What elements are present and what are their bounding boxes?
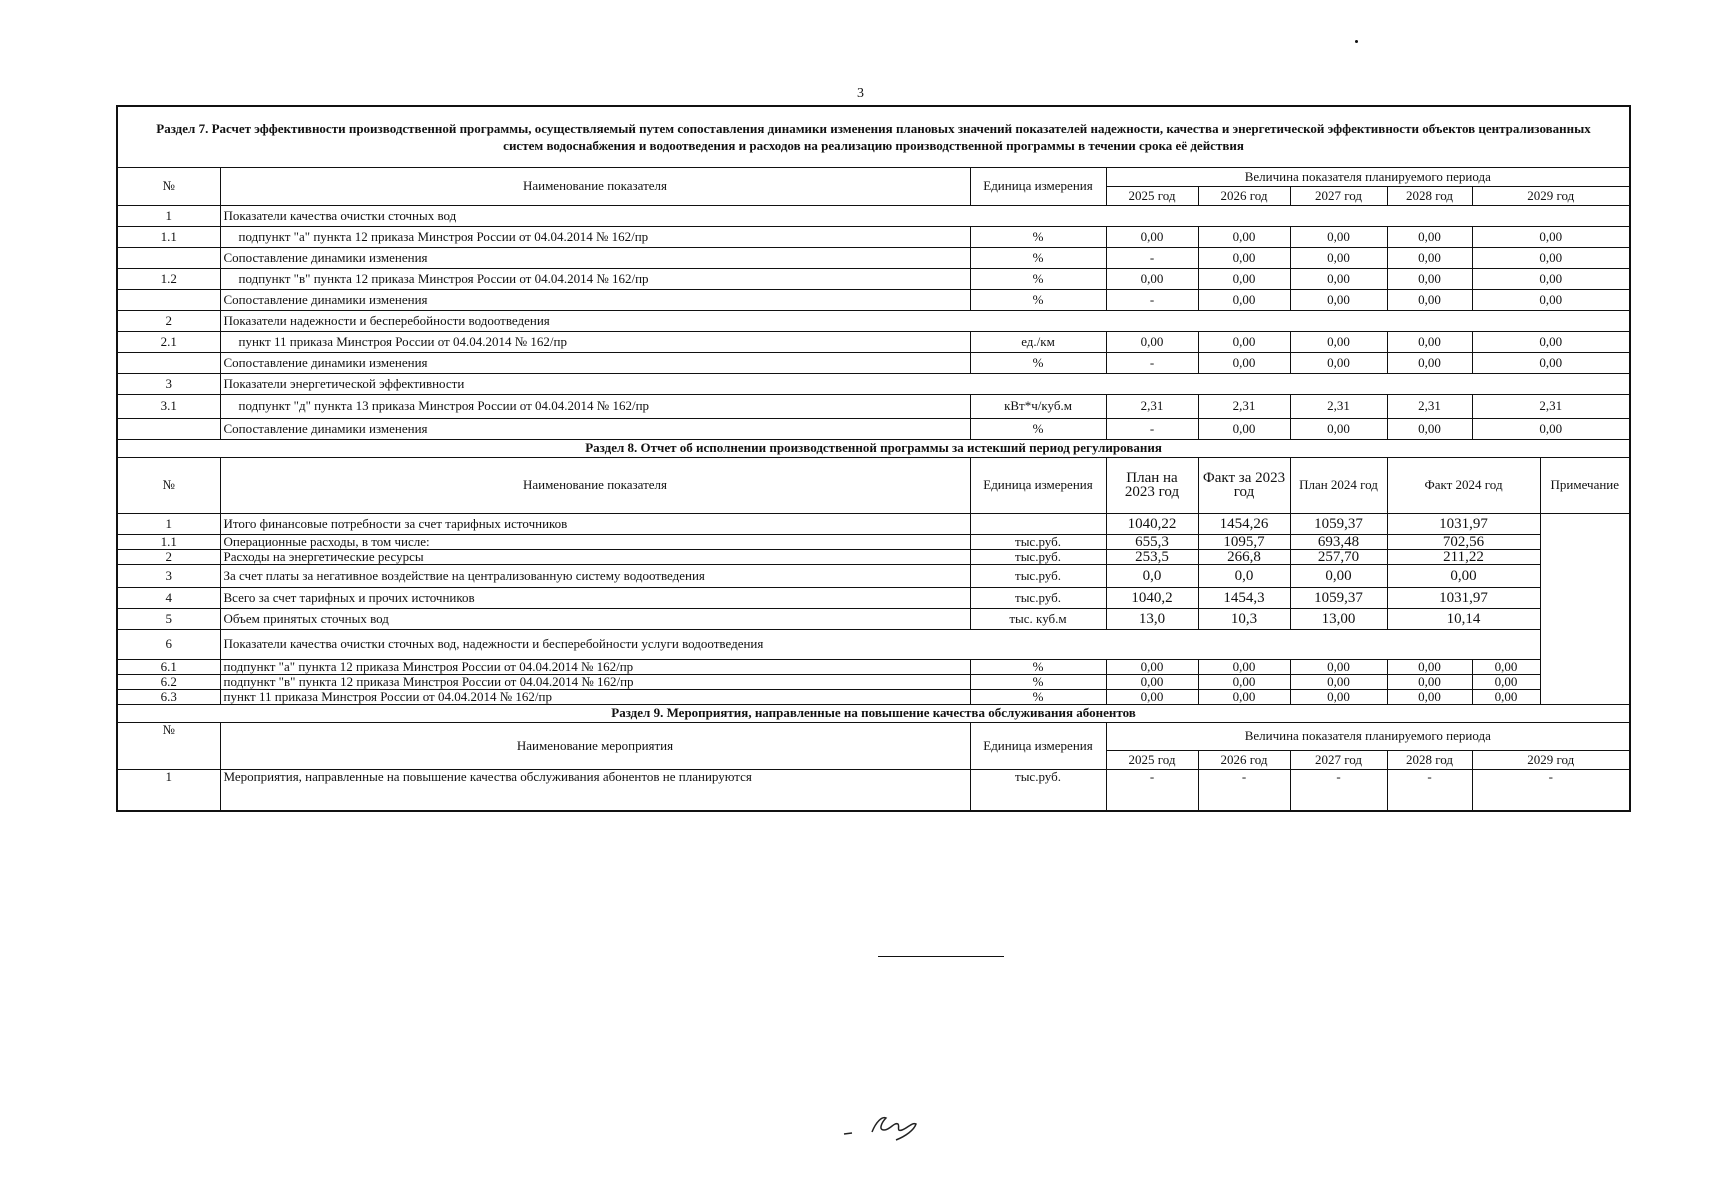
s7-row-name: подпункт "в" пункта 12 приказа Минстроя России от 04.04.2014 № 162/пр	[220, 268, 970, 289]
s8-row-value: 0,00	[1106, 659, 1198, 674]
s8-note-cell	[1540, 513, 1630, 704]
s7-header-name: Наименование показателя	[220, 167, 970, 205]
s8-row-num: 6	[117, 629, 220, 659]
s7-row-unit: %	[970, 418, 1106, 439]
s9-year-2029: 2029 год	[1472, 750, 1630, 769]
s8-row-num: 6.2	[117, 674, 220, 689]
s7-row-value: 0,00	[1472, 247, 1630, 268]
s8-row-unit: тыс.руб.	[970, 549, 1106, 564]
s7-row-value: 0,00	[1387, 247, 1472, 268]
s7-row-value: 0,00	[1387, 226, 1472, 247]
s8-row-unit: тыс. куб.м	[970, 608, 1106, 629]
s7-header-period: Величина показателя планируемого периода	[1106, 167, 1630, 186]
s9-year-2026: 2026 год	[1198, 750, 1290, 769]
s8-row-value: 0,00	[1387, 689, 1472, 704]
s8-row-value: 0,00	[1198, 659, 1290, 674]
s8-header-plan-2024: План 2024 год	[1290, 457, 1387, 513]
s7-row-value: 0,00	[1387, 352, 1472, 373]
s7-row-value: 2,31	[1198, 394, 1290, 418]
s8-row-name: За счет платы за негативное воздействие на централизованную систему водоотведения	[220, 564, 970, 587]
s8-row	[117, 629, 1630, 659]
s8-row	[117, 608, 1630, 629]
s8-row-value: 655,3	[1106, 534, 1198, 549]
s7-row-num: 3	[117, 373, 220, 394]
s7-row-value: -	[1106, 289, 1198, 310]
s9-row-num: 1	[117, 769, 220, 811]
s8-row-value: 0,0	[1106, 564, 1198, 587]
s7-row	[117, 331, 1630, 352]
s7-row-value: 2,31	[1106, 394, 1198, 418]
section9-header-row	[117, 722, 1630, 750]
s9-row-value: -	[1198, 769, 1290, 811]
s8-row-value: 10,14	[1387, 608, 1540, 629]
s7-year-2027: 2027 год	[1290, 186, 1387, 205]
s9-header-num: №	[117, 722, 220, 769]
s8-row-value: 1031,97	[1387, 513, 1540, 534]
s8-row-value: 0,00	[1198, 689, 1290, 704]
s8-row-unit: тыс.руб.	[970, 587, 1106, 608]
s8-row-value: 1454,3	[1198, 587, 1290, 608]
s9-year-2028: 2028 год	[1387, 750, 1472, 769]
s7-row-value: -	[1106, 418, 1198, 439]
s8-row-num: 3	[117, 564, 220, 587]
s8-group-name: Показатели качества очистки сточных вод, надежности и бесперебойности услуги водоотведения	[220, 629, 1540, 659]
section8-title: Раздел 8. Отчет об исполнении производственной программы за истекший период регулирования	[117, 439, 1630, 457]
s8-header-fact-2023: Факт за 2023 год	[1198, 457, 1290, 513]
s8-row-value: 0,00	[1387, 564, 1540, 587]
s8-row-num: 2	[117, 549, 220, 564]
s8-row-num: 4	[117, 587, 220, 608]
s8-row-num: 6.1	[117, 659, 220, 674]
s8-row-unit: тыс.руб.	[970, 564, 1106, 587]
s7-row-value: 0,00	[1472, 268, 1630, 289]
s7-row	[117, 268, 1630, 289]
main-table	[116, 105, 1631, 812]
s7-row-value: 2,31	[1387, 394, 1472, 418]
s8-row-value: 253,5	[1106, 549, 1198, 564]
s8-row-value: 0,00	[1106, 689, 1198, 704]
s7-row-unit: %	[970, 226, 1106, 247]
s8-header-fact-2024: Факт 2024 год	[1387, 457, 1540, 513]
s8-row-value: 0,0	[1198, 564, 1290, 587]
s7-row-unit: %	[970, 268, 1106, 289]
s7-row	[117, 247, 1630, 268]
footer-line	[878, 956, 1004, 957]
s7-row-name: пункт 11 приказа Минстроя России от 04.04.2014 № 162/пр	[220, 331, 970, 352]
s7-row-num	[117, 418, 220, 439]
s7-row-value: 0,00	[1472, 289, 1630, 310]
s7-row-value: 0,00	[1290, 352, 1387, 373]
s7-row-value: 0,00	[1290, 247, 1387, 268]
s7-row	[117, 289, 1630, 310]
s7-group-name: Показатели надежности и бесперебойности водоотведения	[220, 310, 1630, 331]
s8-row-value: 0,00	[1290, 659, 1387, 674]
s7-row-name: подпункт "д" пункта 13 приказа Минстроя России от 04.04.2014 № 162/пр	[220, 394, 970, 418]
s9-year-2027: 2027 год	[1290, 750, 1387, 769]
s7-row-num	[117, 289, 220, 310]
s8-row-value: 0,00	[1472, 674, 1540, 689]
s7-row-value: 0,00	[1106, 268, 1198, 289]
s8-row-value: 0,00	[1290, 689, 1387, 704]
s8-row-unit	[970, 513, 1106, 534]
s8-row-unit: %	[970, 659, 1106, 674]
s8-row-value: 10,3	[1198, 608, 1290, 629]
s8-row	[117, 674, 1630, 689]
s7-row-value: 0,00	[1472, 331, 1630, 352]
s8-row-value: 0,00	[1106, 674, 1198, 689]
s7-row-name: Сопоставление динамики изменения	[220, 352, 970, 373]
s7-year-2026: 2026 год	[1198, 186, 1290, 205]
s7-row-value: 0,00	[1198, 247, 1290, 268]
s7-row	[117, 226, 1630, 247]
s7-row	[117, 394, 1630, 418]
s7-row-value: 0,00	[1472, 352, 1630, 373]
s8-row-num: 1	[117, 513, 220, 534]
s8-row	[117, 513, 1630, 534]
s8-row-name: Объем принятых сточных вод	[220, 608, 970, 629]
s9-header-unit: Единица измерения	[970, 722, 1106, 769]
s7-row	[117, 352, 1630, 373]
s8-row	[117, 587, 1630, 608]
document-table-frame	[116, 105, 1629, 812]
s7-row-unit: %	[970, 352, 1106, 373]
s8-row-value: 257,70	[1290, 549, 1387, 564]
s7-row-value: 0,00	[1106, 331, 1198, 352]
s8-row-value: 693,48	[1290, 534, 1387, 549]
s8-row-name: пункт 11 приказа Минстроя России от 04.04.2014 № 162/пр	[220, 689, 970, 704]
s7-row-value: 0,00	[1472, 226, 1630, 247]
s8-row-value: 1040,22	[1106, 513, 1198, 534]
s8-header-name: Наименование показателя	[220, 457, 970, 513]
s7-row-num: 1	[117, 205, 220, 226]
section8-title-row	[117, 439, 1630, 457]
s8-row-name: Итого финансовые потребности за счет тарифных источников	[220, 513, 970, 534]
s8-row-value: 0,00	[1387, 674, 1472, 689]
s7-row-value: 0,00	[1387, 268, 1472, 289]
section9-title: Раздел 9. Мероприятия, направленные на повышение качества обслуживания абонентов	[117, 704, 1630, 722]
s7-row-num: 2	[117, 310, 220, 331]
s7-year-2029: 2029 год	[1472, 186, 1630, 205]
s7-row-unit: %	[970, 247, 1106, 268]
s8-row-value: 1095,7	[1198, 534, 1290, 549]
s8-row-name: подпункт "а" пункта 12 приказа Минстроя России от 04.04.2014 № 162/пр	[220, 659, 970, 674]
s8-row-name: Операционные расходы, в том числе:	[220, 534, 970, 549]
s9-row-value: -	[1387, 769, 1472, 811]
s7-row-name: Сопоставление динамики изменения	[220, 289, 970, 310]
s7-row-value: 0,00	[1290, 418, 1387, 439]
s8-row-num: 5	[117, 608, 220, 629]
s8-row-value: 1059,37	[1290, 587, 1387, 608]
s7-row-value: 2,31	[1290, 394, 1387, 418]
s7-row-unit: кВт*ч/куб.м	[970, 394, 1106, 418]
s7-row-num: 3.1	[117, 394, 220, 418]
s9-row-value: -	[1106, 769, 1198, 811]
s7-row-value: -	[1106, 247, 1198, 268]
s7-row-value: 0,00	[1106, 226, 1198, 247]
s8-row-num: 1.1	[117, 534, 220, 549]
s8-row-unit: %	[970, 689, 1106, 704]
s8-header-unit: Единица измерения	[970, 457, 1106, 513]
s7-row	[117, 418, 1630, 439]
s8-row-name: подпункт "в" пункта 12 приказа Минстроя России от 04.04.2014 № 162/пр	[220, 674, 970, 689]
s7-row-value: 0,00	[1198, 352, 1290, 373]
s8-row-value: 1040,2	[1106, 587, 1198, 608]
s8-row-unit: %	[970, 674, 1106, 689]
s7-group-name: Показатели качества очистки сточных вод	[220, 205, 1630, 226]
s7-row-value: 0,00	[1290, 289, 1387, 310]
s8-row-value: 702,56	[1387, 534, 1540, 549]
s9-row-name: Мероприятия, направленные на повышение качества обслуживания абонентов не планируются	[220, 769, 970, 811]
s7-row-value: 0,00	[1290, 226, 1387, 247]
s7-row-num: 1.1	[117, 226, 220, 247]
s7-header-num: №	[117, 167, 220, 205]
s9-row-value: -	[1290, 769, 1387, 811]
s8-row-unit: тыс.руб.	[970, 534, 1106, 549]
s9-header-name: Наименование мероприятия	[220, 722, 970, 769]
s7-row-unit: %	[970, 289, 1106, 310]
s9-row	[117, 769, 1630, 811]
s8-row-value: 0,00	[1387, 659, 1472, 674]
s8-row-value: 13,0	[1106, 608, 1198, 629]
s8-row-value: 0,00	[1290, 564, 1387, 587]
s7-row-value: 0,00	[1198, 268, 1290, 289]
s7-row-name: Сопоставление динамики изменения	[220, 247, 970, 268]
s9-year-2025: 2025 год	[1106, 750, 1198, 769]
s8-row-value: 1059,37	[1290, 513, 1387, 534]
section7-title: Раздел 7. Расчет эффективности производственной программы, осуществляемый путем сопоставления динамики изменения плановых значений показателей надежности, качества и энергетической эффективности объектов централизованных систем водоснабжения и водоотведения и расходов на реализацию производственной программы в течении срока её действия	[117, 106, 1630, 167]
s8-row-value: 0,00	[1198, 674, 1290, 689]
s7-row-num: 2.1	[117, 331, 220, 352]
s7-row-value: 0,00	[1387, 331, 1472, 352]
s8-row	[117, 534, 1630, 549]
s8-row	[117, 659, 1630, 674]
s8-row	[117, 689, 1630, 704]
s8-row-num: 6.3	[117, 689, 220, 704]
s7-row-num	[117, 247, 220, 268]
s7-row-value: 0,00	[1198, 226, 1290, 247]
s8-row-value: 13,00	[1290, 608, 1387, 629]
s7-row-value: 0,00	[1198, 289, 1290, 310]
s8-header-num: №	[117, 457, 220, 513]
s7-group-name: Показатели энергетической эффективности	[220, 373, 1630, 394]
s8-header-plan-2023: План на 2023 год	[1106, 457, 1198, 513]
s7-row-value: 0,00	[1198, 418, 1290, 439]
page-number: 3	[857, 86, 864, 101]
s7-year-2025: 2025 год	[1106, 186, 1198, 205]
s7-header-unit: Единица измерения	[970, 167, 1106, 205]
s8-row-value: 0,00	[1290, 674, 1387, 689]
section7-header-row	[117, 167, 1630, 186]
s7-row-num	[117, 352, 220, 373]
s9-row-unit: тыс.руб.	[970, 769, 1106, 811]
s8-row-value: 1031,97	[1387, 587, 1540, 608]
signature-mark	[842, 1108, 942, 1144]
s8-row-value: 1454,26	[1198, 513, 1290, 534]
s7-row-unit: ед./км	[970, 331, 1106, 352]
scan-dot	[1355, 40, 1358, 43]
s9-row-value: -	[1472, 769, 1630, 811]
s7-row-value: 0,00	[1387, 289, 1472, 310]
s7-row-value: 2,31	[1472, 394, 1630, 418]
s8-row-value: 0,00	[1472, 689, 1540, 704]
section9-title-row	[117, 704, 1630, 722]
s8-row	[117, 564, 1630, 587]
s7-row	[117, 205, 1630, 226]
s7-row-name: подпункт "а" пункта 12 приказа Минстроя России от 04.04.2014 № 162/пр	[220, 226, 970, 247]
s8-row-name: Всего за счет тарифных и прочих источников	[220, 587, 970, 608]
s8-header-note: Примечание	[1540, 457, 1630, 513]
s7-row-value: 0,00	[1290, 268, 1387, 289]
s7-row-value: 0,00	[1290, 331, 1387, 352]
s7-row-value: 0,00	[1472, 418, 1630, 439]
s7-row-value: 0,00	[1198, 331, 1290, 352]
s8-row-value: 266,8	[1198, 549, 1290, 564]
s7-year-2028: 2028 год	[1387, 186, 1472, 205]
s7-row	[117, 310, 1630, 331]
s8-row-name: Расходы на энергетические ресурсы	[220, 549, 970, 564]
s7-row-value: -	[1106, 352, 1198, 373]
s7-row-name: Сопоставление динамики изменения	[220, 418, 970, 439]
s7-row	[117, 373, 1630, 394]
section7-title-row	[117, 106, 1630, 167]
s8-row-value: 211,22	[1387, 549, 1540, 564]
s7-row-value: 0,00	[1387, 418, 1472, 439]
s8-row	[117, 549, 1630, 564]
s8-row-value: 0,00	[1472, 659, 1540, 674]
section8-header-row	[117, 457, 1630, 513]
s7-row-num: 1.2	[117, 268, 220, 289]
s9-header-period: Величина показателя планируемого периода	[1106, 722, 1630, 750]
